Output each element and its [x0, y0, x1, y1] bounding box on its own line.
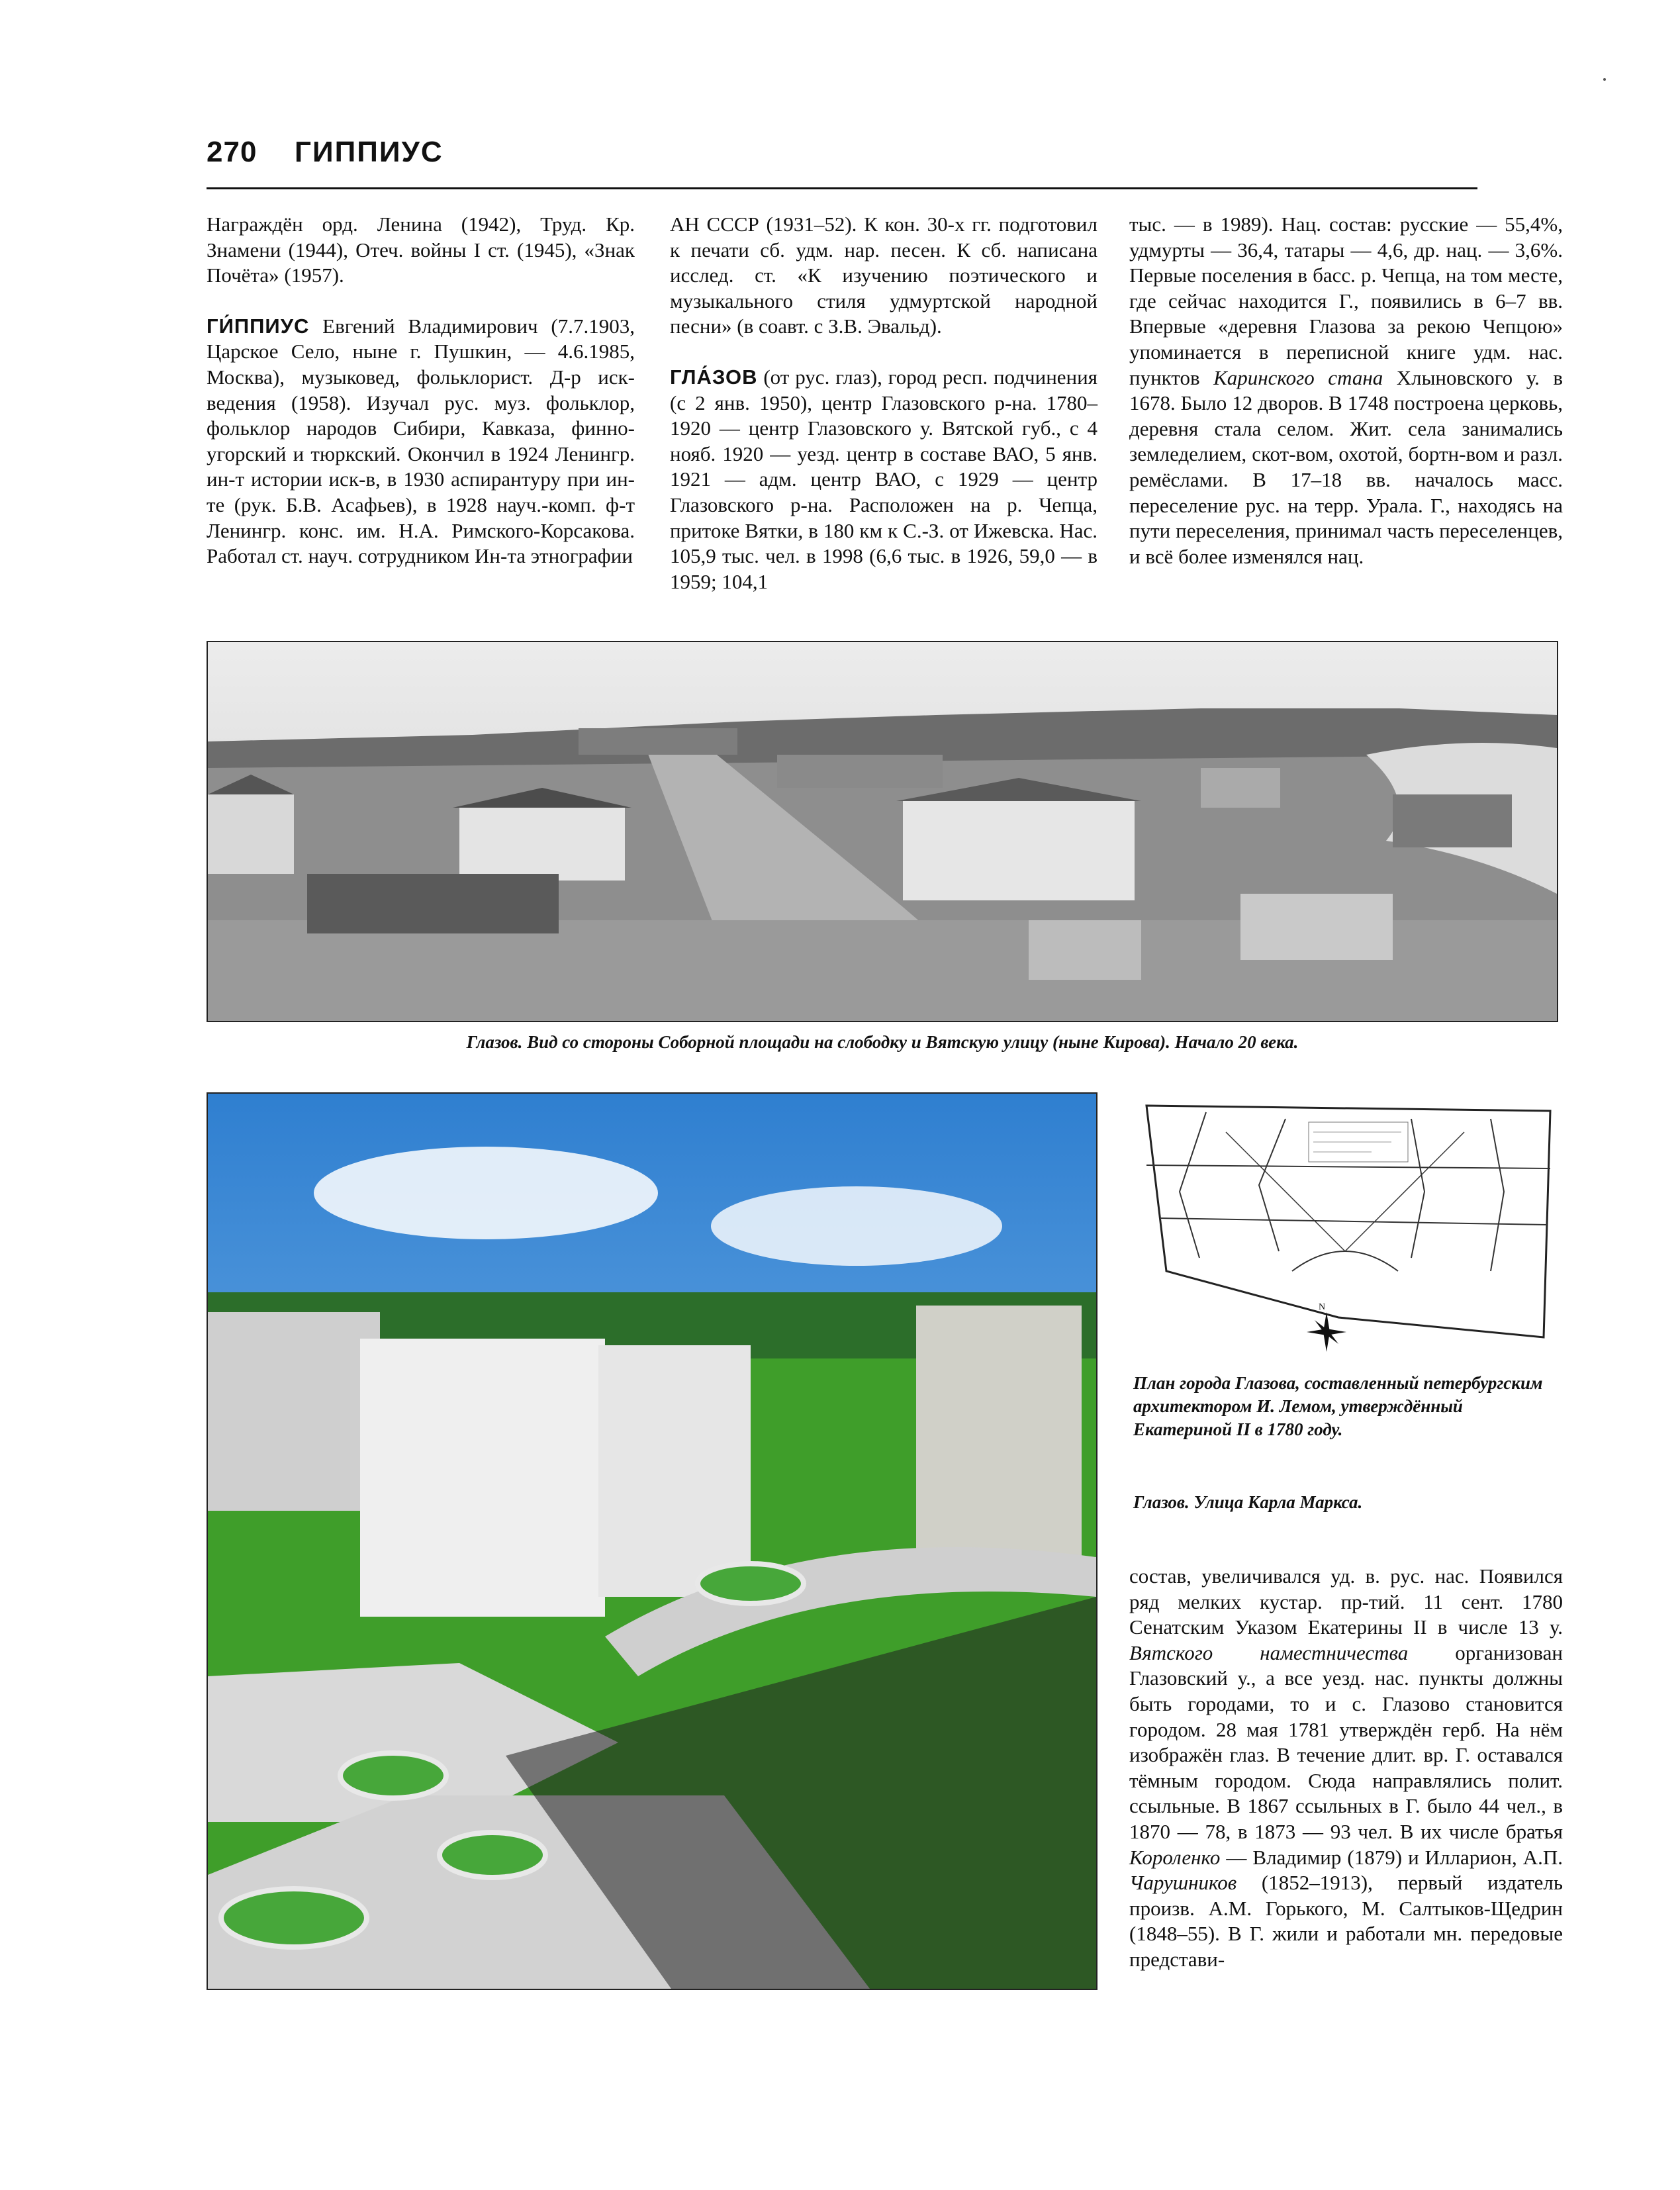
compass-north-label: N — [1319, 1302, 1326, 1312]
column-2 — [670, 212, 1097, 595]
col3-text-b: Хлыновского у. в 1678. Было 12 дворов. В 1748 построена церковь, деревня стала селом. Жит. села занимались земледелием, скот-вом, охотой, бортн-вом и разл. ремёслами. В 17–18 вв. началось масс. переселение рус. на терр. Урала. Г., находясь на пути переселения, принимал часть переселенцев, и всё более изменялся нац. — [1129, 365, 1563, 568]
entry-glazov-text: (от рус. глаз), город респ. подчинения (с 2 янв. 1950), центр Глазовского р-на. 1780–1920 — центр Глазовского у. Вятской губ., с 4 нояб. 1920 — уезд. центр в составе ВАО, 5 янв. 1921 — адм. центр ВАО, с 1929 — центр Глазовского р-на. Расположен на р. Чепца, притоке Вятки, в 180 км к С.-З. от Ижевска. Нас. 105,9 тыс. чел. в 1998 (6,6 тыс. в 1926, 59,0 — в 1959; 104,1 — [670, 365, 1097, 593]
map-caption: План города Глазова, составленный петербургским архитектором И. Лемом, утверждённый Екатериной II в 1780 году. — [1133, 1373, 1543, 1439]
aerial-illustration — [208, 1094, 1096, 1989]
col1-para: Награждён орд. Ленина (1942), Труд. Кр. Знамени (1944), Отеч. войны I ст. (1945), «Знак Почёта» (1957). — [207, 213, 635, 287]
historic-panorama-photo — [207, 641, 1558, 1022]
entry-gippius — [207, 314, 635, 569]
link-korolenko[interactable]: Короленко — [1129, 1845, 1221, 1869]
city-plan-map — [1133, 1092, 1563, 1357]
city-plan-drawing — [1133, 1092, 1563, 1357]
entry-gippius-text: Евгений Владимирович (7.7.1903, Царское Село, ныне г. Пушкин, — 4.6.1985, Москва), музыковед, фольклорист. Д-р иск-ведения (1958). Изучал рус. муз. фольклор, фольклор народов Сибири, Кавказа, финно-угорский и тюркский. Окончил в 1924 Ленингр. ин-т истории иск-в, в 1930 аспирантуру при ин-те (рук. Б.В. Асафьев), в 1928 науч.-комп. ф-т Ленингр. конс. им. Н.А. Римского-Корсакова. Работал ст. науч. сотрудником Ин-та этнографии — [207, 314, 635, 568]
link-karinsky-stan[interactable]: Каринского стана — [1213, 365, 1383, 389]
col3-para — [1129, 212, 1563, 569]
column-3-lower — [1129, 1564, 1563, 1973]
col3-lower-text-c: — Владимир (1879) и Илларион, А.П. — [1220, 1845, 1563, 1869]
header-rule — [207, 187, 1477, 189]
panorama-caption: Глазов. Вид со стороны Соборной площади на слободку и Вятскую улицу (ныне Кирова). Начало 20 века. — [466, 1032, 1299, 1052]
page-number: 270 — [207, 136, 257, 168]
street-photo-caption: Глазов. Улица Карла Маркса. — [1133, 1492, 1363, 1512]
col3-lower-text-b: организован Глазовский у., а все уезд. нас. пункты должны быть городами, то и с. Глазово становится городом. 28 мая 1781 утверждён герб. На нём изображён глаз. В течение длит. вр. Г. оставался тёмным городом. Сюда направлялись полит. ссыльные. В 1867 ссыльных в Г. было 44 чел., в 1870 — 78, в 1873 — 93 чел. В их числе братья — [1129, 1641, 1563, 1843]
link-charushnikov[interactable]: Чарушников — [1129, 1871, 1237, 1895]
col3-text-a: тыс. — в 1989). Нац. состав: русские — 55,4%, удмурты — 36,4, татары — 4,6, др. нац. — 3,6%. Первые поселения в басс. р. Чепца, на том месте, где сейчас находится Г., появились в 6–7 вв. Впервые «деревня Глазова за рекою Чепцою» упоминается в переписной книге удм. нас. пунктов — [1129, 213, 1563, 389]
column-3 — [1129, 212, 1563, 569]
col3-lower-para — [1129, 1564, 1563, 1973]
link-vyatka-namestnichestvo[interactable]: Вятского наместничества — [1129, 1641, 1409, 1664]
col2-para: АН СССР (1931–52). К кон. 30-х гг. подготовил к печати сб. удм. нар. песен. К сб. написана исслед. ст. «К изучению поэтического и музыкального стиля удмуртской народной песни» (в соавт. с З.В. Эвальд). — [670, 213, 1097, 338]
panorama-illustration — [208, 642, 1557, 1021]
headword-glazov: ГЛА́ЗОВ — [670, 365, 758, 389]
col3-lower-text-d: (1852–1913), первый издатель произв. А.М. Горького, М. Салтыков-Щедрин (1848–55). В Г. жили и работали мн. передовые представи- — [1129, 1871, 1563, 1971]
headword-gippius: ГИ́ППИУС — [207, 314, 310, 338]
column-1 — [207, 212, 635, 569]
running-title: ГИППИУС — [295, 136, 443, 168]
corner-speck — [1603, 78, 1606, 81]
col3-lower-text-a: состав, увеличивался уд. в. рус. нас. Появился ряд мелких кустар. пр-тий. 11 сент. 1780 Сенатским Указом Екатерины II в числе 13 у. — [1129, 1564, 1563, 1639]
entry-glazov — [670, 365, 1097, 595]
street-aerial-photo — [207, 1092, 1097, 1990]
